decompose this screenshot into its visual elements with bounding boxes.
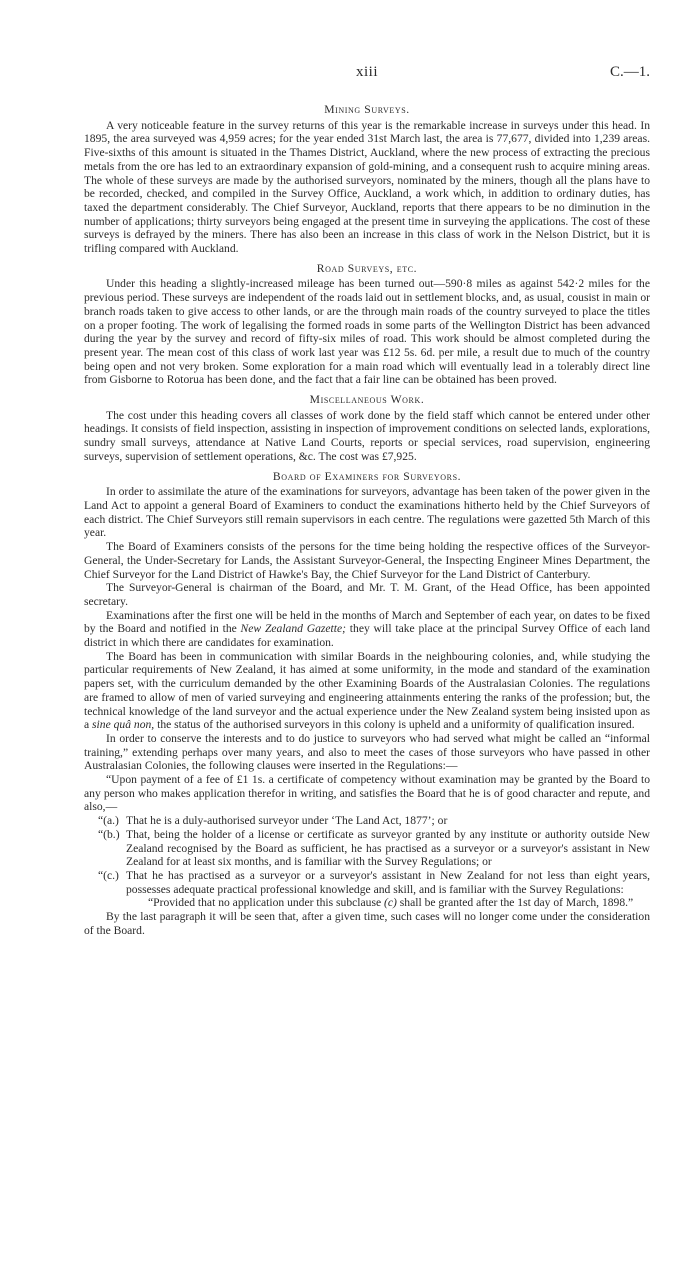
text-run: “Provided that no application under this subclause	[148, 896, 385, 910]
paragraph: Under this heading a slightly-increased mileage has been turned out—590·8 miles as against 542·2 miles for the previous period. These surveys are independent of the roads laid out in settlement blocks, and, as usual, cousist in main or branch roads taken to give access to other lands, or are the through main roads of the country surveyed to place the titles on a proper footing. The work of legalising the formed roads in some parts of the Wellington District has been advanced during the year by the survey and record of fifty-six miles of road. This work should be almost completed during the present year. The mean cost of this class of work last year was £12 5s. 6d. per mile, a result due to much of the country being open and not very broken. Some exploration for a main road which will eventually lead in a tolerably direct line from Gisborne to Rotorua has been done, and the fact that a fair line can be obtained has been proved.	[84, 277, 650, 387]
section-heading: Road Surveys, etc.	[316, 261, 418, 275]
italic-text: (c)	[384, 896, 397, 910]
clause-label: “(c.)	[98, 868, 119, 882]
page-content	[84, 103, 650, 943]
section-mining-surveys	[84, 103, 650, 256]
section-board-of-examiners	[84, 470, 650, 938]
text-run: Examinations after the first one will be held in the months of March and September of each year, on dates to be fixed by the Board and notified in the	[84, 608, 650, 636]
paragraph: The Surveyor-General is chairman of the Board, and Mr. T. M. Grant, of the Head Office, has been appointed secretary.	[84, 581, 650, 608]
paragraph	[84, 609, 650, 650]
document-reference: C.—1.	[609, 64, 650, 80]
clause-b	[84, 828, 650, 869]
page-number: xiii	[355, 64, 378, 80]
section-heading: Board of Examiners for Surveyors.	[272, 469, 462, 483]
section-heading: Mining Surveys.	[324, 103, 410, 116]
clause-c	[84, 869, 650, 896]
paragraph: The cost under this heading covers all classes of work done by the field staff which cannot be entered under other headings. It consists of field inspection, assisting in inspection of improvement conditions on selected lands, explorations, sundry small surveys, attendance at Native Land Courts, reports or special services, road supervision, engineering surveys, supervision of settlement operations, &c. The cost was £7,925.	[84, 408, 650, 463]
text-run: the status of the authorised surveyors in this colony is upheld and a uniformity of qualification insured.	[154, 718, 635, 732]
paragraph: A very noticeable feature in the survey returns of this year is the remarkable increase in surveys under this head. In 1895, the area surveyed was 4,959 acres; for the year ended 31st March last, the area is 77,677, divided into 1,239 areas. Five-sixths of this amount is situated in the Thames District, Auckland, where the new process of extracting the precious metals from the ore has led to an extraordinary expansion of gold-mining, and a consequent rush to acquire mining areas. The whole of these surveys are made by the authorised surveyors, nominated by the miners, though all the plans have to be recorded, checked, and compiled in the Survey Office, Auckland, a work which, in addition to ordinary duties, has taxed the department considerably. The Chief Surveyor, Auckland, reports that there appears to be no diminution in the number of applications; thirty surveyors being engaged at the present time in surveying the applications. The cost of these surveys is defrayed by the miners. There has also been an increase in this class of work in the Nelson District, but it is trifling compared with Auckland.	[84, 118, 650, 256]
section-miscellaneous-work	[84, 393, 650, 464]
section-heading: Miscellaneous Work.	[309, 393, 425, 407]
proviso	[84, 896, 650, 910]
text-run: shall be granted after the 1st day of March, 1898.”	[396, 896, 634, 910]
clause-label: “(a.)	[98, 814, 119, 828]
clause-text: That, being the holder of a license or certificate as surveyor granted by any institute or authority outside New Zealand recognised by the Board as sufficient, he has practised as a surveyor or a surveyor's assistant in New Zealand for at least six months, and is familiar with the Survey Regulations; or	[126, 827, 650, 869]
paragraph: The Board of Examiners consists of the persons for the time being holding the respective offices of the Surveyor-General, the Under-Secretary for Lands, the Assistant Surveyor-General, the Inspecting Engineer Mines Department, the Chief Surveyor for the Land District of Hawke's Bay, the Chief Surveyor for the Land District of Canterbury.	[84, 540, 650, 581]
quoted-regulation: “Upon payment of a fee of £1 1s. a certificate of competency without examination may be granted by the Board to any person who makes application therefor in writing, and satisfies the Board that he is of good character and repute, and also,—	[84, 773, 650, 814]
clause-label: “(b.)	[98, 827, 120, 841]
paragraph: By the last paragraph it will be seen that, after a given time, such cases will no longer come under the consideration of the Board.	[84, 910, 650, 937]
clause-text: That he is a duly-authorised surveyor under ‘The Land Act, 1877’; or	[126, 814, 448, 828]
paragraph: In order to conserve the interests and to do justice to surveyors who had served what might be called an “informal training,” extending perhaps over many years, and also to meet the cases of those surveyors who have passed in other Australasian Colonies, the following clauses were inserted in the Regulations:—	[84, 731, 650, 773]
clause-a	[84, 814, 650, 828]
page-header	[84, 66, 650, 84]
paragraph	[84, 650, 650, 732]
text-run: they will take place at the principal Survey Office of each land district in which there are candidates for examination.	[84, 622, 650, 650]
italic-text: sine quâ non,	[92, 718, 155, 732]
section-road-surveys	[84, 262, 650, 387]
clause-text: That he has practised as a surveyor or a surveyor's assistant in New Zealand for not less than eight years, possesses adequate practical professional knowledge and skill, and is familiar with the Survey Regulations:	[126, 868, 650, 896]
paragraph: In order to assimilate the ature of the examinations for surveyors, advantage has been taken of the power given in the Land Act to appoint a general Board of Examiners to conduct the examinations hitherto held by the Chief Surveyors of each district. The Chief Surveyors still remain supervisors in each centre. The regulations were gazetted 5th March of this year.	[84, 485, 650, 540]
text-run: The Board has been in communication with similar Boards in the neighbouring colonies, and, while studying the particular requirements of New Zealand, it has aimed at some uniformity, in the mode and standard of the examination papers set, with the curriculum demanded by the other Examining Boards of the Australasian Colonies. The regulations are framed to allow of men of varied surveying and engineering attainments entering the ranks of the profession; but, the technical knowledge of the land surveyor and the actual experience under the New Zealand system being insisted upon as a	[84, 649, 650, 732]
italic-text: New Zealand Gazette;	[240, 622, 347, 636]
